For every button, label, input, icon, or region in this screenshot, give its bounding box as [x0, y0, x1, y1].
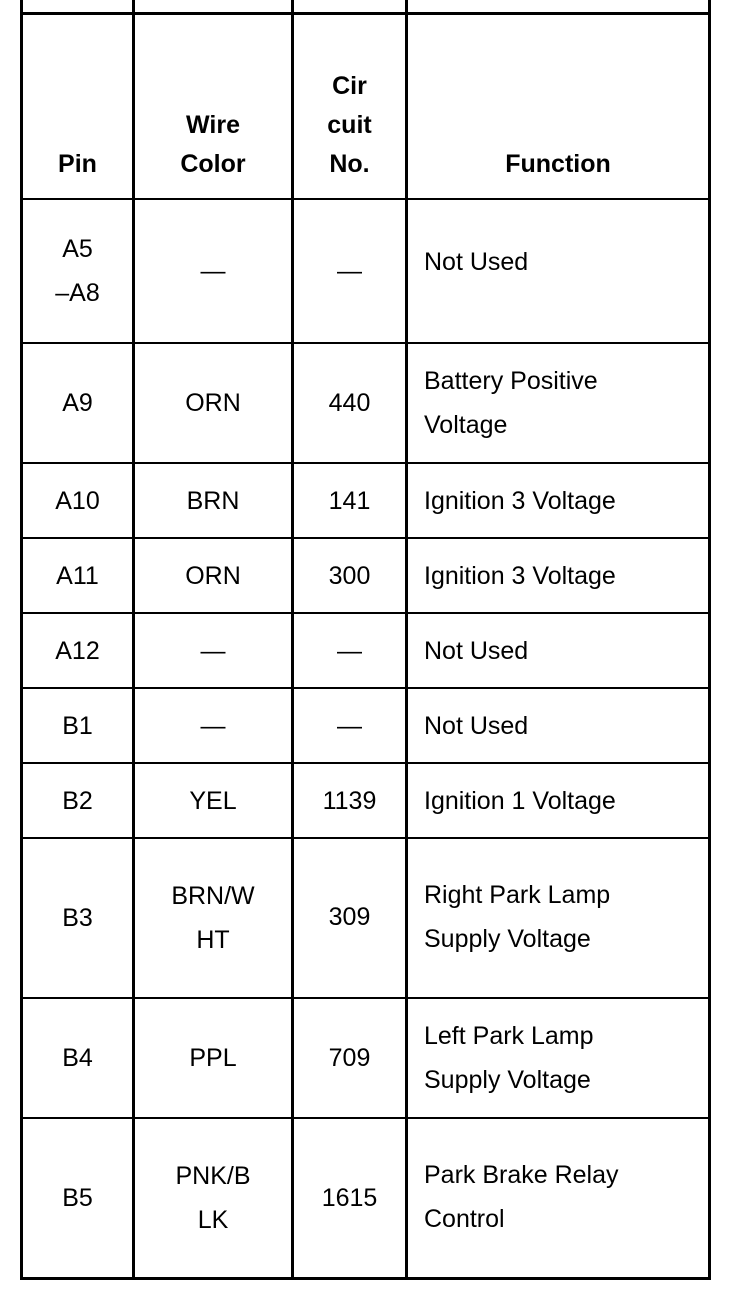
- pin-cell: A5 –A8: [22, 199, 134, 343]
- function-cell: Park Brake Relay Control: [407, 1118, 710, 1278]
- pin-cell: A12: [22, 613, 134, 688]
- circuit-cell: 440: [293, 343, 407, 463]
- table-row: [22, 343, 710, 463]
- pin-cell: A9: [22, 343, 134, 463]
- header-row: [22, 0, 710, 199]
- table-row: [22, 838, 710, 998]
- table-row: [22, 613, 710, 688]
- header-wire-color: Wire Color: [134, 0, 293, 199]
- wire-color-cell: ORN: [134, 343, 293, 463]
- pin-cell: B5: [22, 1118, 134, 1278]
- function-cell: Battery Positive Voltage: [407, 343, 710, 463]
- table-row: [22, 199, 710, 343]
- wire-color-cell: BRN/W HT: [134, 838, 293, 998]
- wire-color-cell: ORN: [134, 538, 293, 613]
- function-cell: Ignition 3 Voltage: [407, 463, 710, 538]
- circuit-cell: 709: [293, 998, 407, 1118]
- circuit-cell: —: [293, 613, 407, 688]
- table-row: [22, 688, 710, 763]
- wire-color-cell: —: [134, 688, 293, 763]
- pin-cell: B2: [22, 763, 134, 838]
- function-cell: Ignition 1 Voltage: [407, 763, 710, 838]
- wire-color-cell: —: [134, 613, 293, 688]
- function-cell: Not Used: [407, 613, 710, 688]
- wire-color-cell: —: [134, 199, 293, 343]
- pin-cell: B4: [22, 998, 134, 1118]
- circuit-cell: 309: [293, 838, 407, 998]
- function-cell: Not Used: [407, 199, 710, 343]
- circuit-cell: 141: [293, 463, 407, 538]
- table-row: [22, 538, 710, 613]
- circuit-cell: 1615: [293, 1118, 407, 1278]
- table-row: [22, 763, 710, 838]
- circuit-cell: —: [293, 688, 407, 763]
- header-pin: Pin: [22, 0, 134, 199]
- function-cell: Ignition 3 Voltage: [407, 538, 710, 613]
- table-row: [22, 1118, 710, 1278]
- function-cell: Not Used: [407, 688, 710, 763]
- pin-cell: A10: [22, 463, 134, 538]
- connector-pinout-table: [20, 0, 711, 1280]
- circuit-cell: 1139: [293, 763, 407, 838]
- header-circuit-no: Cir cuit No.: [293, 0, 407, 199]
- pin-cell: B1: [22, 688, 134, 763]
- pin-cell: A11: [22, 538, 134, 613]
- wire-color-cell: YEL: [134, 763, 293, 838]
- wire-color-cell: PNK/B LK: [134, 1118, 293, 1278]
- header-function: Function: [407, 0, 710, 199]
- function-cell: Right Park Lamp Supply Voltage: [407, 838, 710, 998]
- function-cell: Left Park Lamp Supply Voltage: [407, 998, 710, 1118]
- wire-color-cell: PPL: [134, 998, 293, 1118]
- circuit-cell: —: [293, 199, 407, 343]
- table-row: [22, 463, 710, 538]
- table-row: [22, 998, 710, 1118]
- pin-cell: B3: [22, 838, 134, 998]
- wire-color-cell: BRN: [134, 463, 293, 538]
- circuit-cell: 300: [293, 538, 407, 613]
